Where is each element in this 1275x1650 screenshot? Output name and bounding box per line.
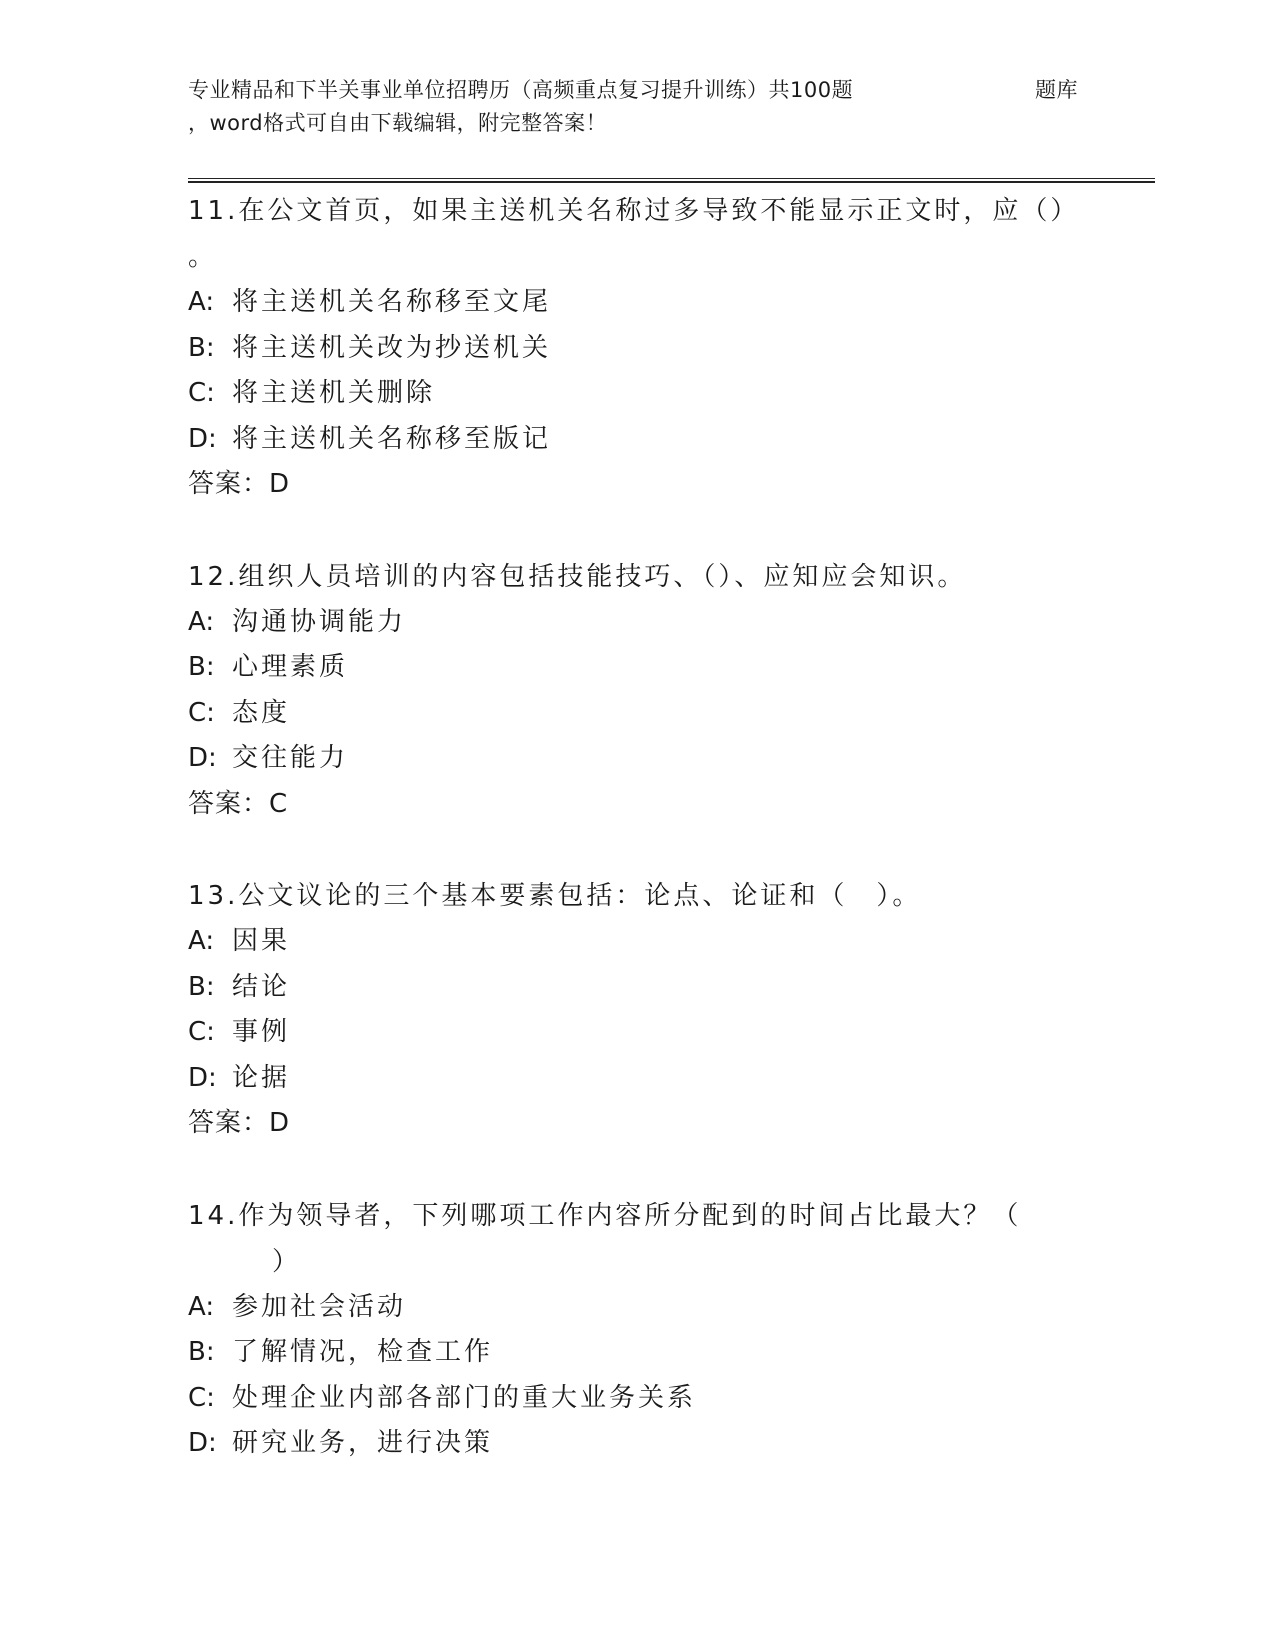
option-letter: C: <box>188 1017 215 1047</box>
answer-value: D <box>269 1108 290 1138</box>
option-letter: B: <box>188 1337 215 1367</box>
option-text: 心理素质 <box>232 652 349 682</box>
question-stem-continuation: 。 <box>188 242 218 272</box>
option-letter: D: <box>188 1428 217 1458</box>
option-c <box>188 691 1078 737</box>
option-letter: D: <box>188 1062 217 1093</box>
option-letter: A: <box>188 287 215 317</box>
option-letter: D: <box>188 743 217 773</box>
answer-label: 答案： <box>188 469 270 499</box>
option-b <box>188 326 1078 372</box>
option-letter: C: <box>188 697 215 728</box>
option-text: 事例 <box>232 1017 291 1047</box>
header-title: 专业精品和下半关事业单位招聘历（高频重点复习提升训练）共100题 <box>188 78 854 102</box>
option-letter: B: <box>188 332 215 363</box>
question-stem: 13.公文议论的三个基本要素包括：论点、论证和（ ）。 <box>188 881 922 911</box>
answer-line <box>188 462 1078 508</box>
option-text: 将主送机关删除 <box>232 378 436 408</box>
option-d <box>188 1056 1078 1102</box>
option-a <box>188 919 1078 965</box>
question-13 <box>188 873 1078 1147</box>
header-title-right: 题库 <box>1035 78 1078 102</box>
option-c <box>188 371 1078 417</box>
page-header <box>188 74 1088 140</box>
option-text: 处理企业内部各部门的重大业务关系 <box>232 1382 697 1413</box>
option-letter: A: <box>188 926 215 956</box>
header-title-row <box>188 74 1078 107</box>
option-text: 论据 <box>232 1062 291 1093</box>
option-a <box>188 1285 1078 1331</box>
option-text: 将主送机关名称移至版记 <box>232 423 552 454</box>
option-text: 将主送机关名称移至文尾 <box>232 287 552 317</box>
option-b <box>188 645 1078 691</box>
question-stem: 14.作为领导者，下列哪项工作内容所分配到的时间占比最大？（ <box>188 1200 1022 1231</box>
option-d <box>188 1421 1078 1467</box>
option-text: 将主送机关改为抄送机关 <box>232 332 552 363</box>
option-text: 态度 <box>232 697 291 728</box>
option-b <box>188 965 1078 1011</box>
option-letter: D: <box>188 423 217 454</box>
question-list <box>188 188 1078 1513</box>
option-letter: C: <box>188 1382 215 1413</box>
option-text: 研究业务，进行决策 <box>232 1428 494 1458</box>
option-d <box>188 417 1078 463</box>
option-text: 参加社会活动 <box>232 1291 407 1322</box>
option-text: 交往能力 <box>232 743 349 773</box>
header-divider <box>188 178 1155 183</box>
question-11 <box>188 188 1078 508</box>
option-c <box>188 1010 1078 1056</box>
question-14 <box>188 1193 1078 1467</box>
option-letter: A: <box>188 606 215 637</box>
option-text: 结论 <box>232 971 291 1002</box>
option-d <box>188 736 1078 782</box>
option-c <box>188 1376 1078 1422</box>
header-subtitle: ，word格式可自由下载编辑，附完整答案！ <box>188 111 608 135</box>
answer-line <box>188 782 1078 828</box>
question-12 <box>188 554 1078 828</box>
option-text: 沟通协调能力 <box>232 606 407 637</box>
question-stem: 11.在公文首页，如果主送机关名称过多导致不能显示正文时，应（） <box>188 196 1080 226</box>
answer-value: C <box>269 788 288 819</box>
option-letter: B: <box>188 652 215 682</box>
option-b <box>188 1330 1078 1376</box>
answer-value: D <box>269 469 290 499</box>
option-a <box>188 280 1078 326</box>
option-letter: A: <box>188 1291 215 1322</box>
option-a <box>188 600 1078 646</box>
answer-label: 答案： <box>188 788 270 819</box>
option-letter: C: <box>188 378 215 408</box>
answer-label: 答案： <box>188 1108 270 1138</box>
option-text: 因果 <box>232 926 291 956</box>
answer-line <box>188 1101 1078 1147</box>
question-stem-continuation: ） <box>272 1246 302 1277</box>
option-letter: B: <box>188 971 215 1002</box>
question-stem: 12.组织人员培训的内容包括技能技巧、（）、应知应会知识。 <box>188 561 967 592</box>
option-text: 了解情况，检查工作 <box>232 1337 494 1367</box>
